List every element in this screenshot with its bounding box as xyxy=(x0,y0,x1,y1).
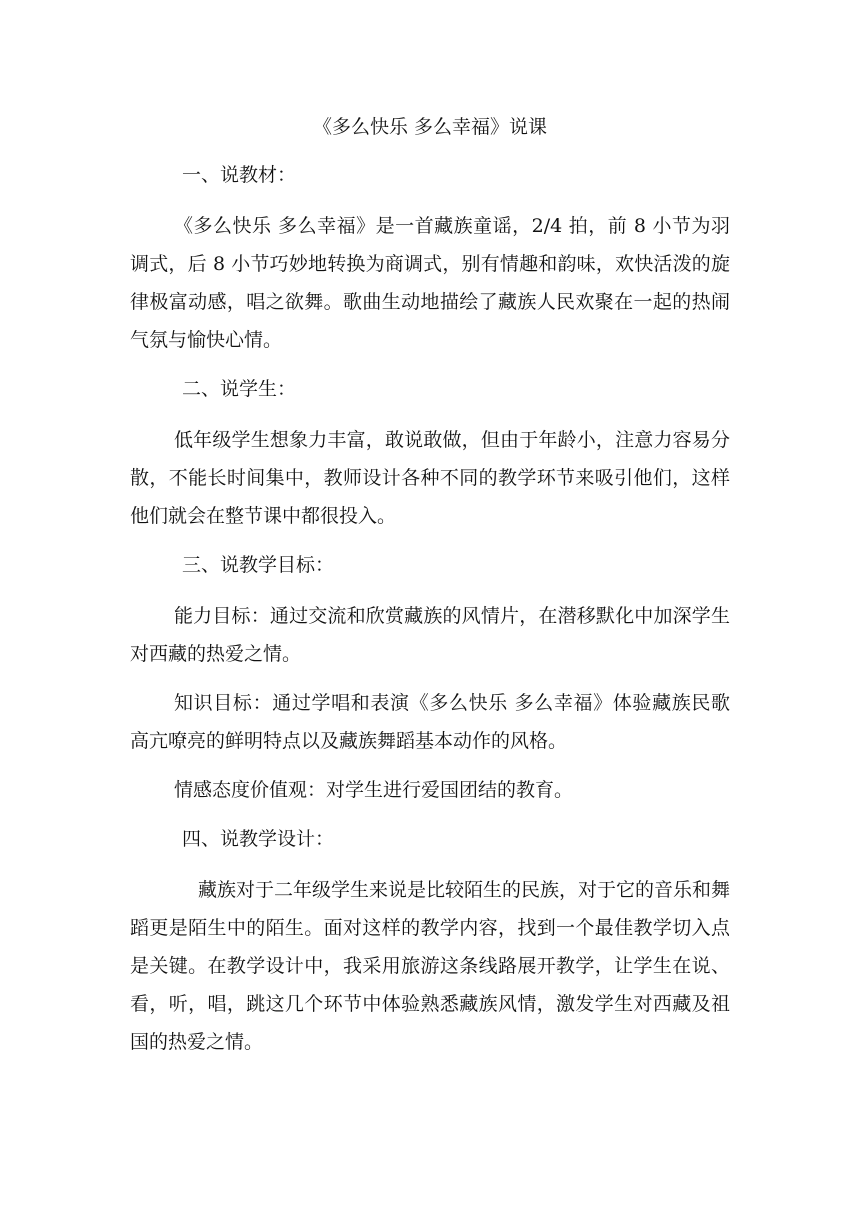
paragraph: 《多么快乐 多么幸福》是一首藏族童谣，2/4 拍，前 8 小节为羽调式，后 8 小节巧妙地转换为商调式，别有情趣和韵味，欢快活泼的旋律极富动感，唱之欲舞。歌曲生动地描绘了藏族人民欢聚在一起的热闹气氛与愉快心情。 xyxy=(130,215,730,351)
paragraph: 知识目标：通过学唱和表演《多么快乐 多么幸福》体验藏族民歌高亢嘹亮的鲜明特点以及藏族舞蹈基本动作的风格。 xyxy=(130,692,730,752)
document-body xyxy=(130,156,730,1072)
document-title: 《多么快乐 多么幸福》说课 xyxy=(312,116,548,138)
section-heading: 三、说教学目标： xyxy=(182,554,335,576)
paragraph: 情感态度价值观：对学生进行爱国团结的教育。 xyxy=(174,779,574,801)
paragraph: 能力目标：通过交流和欣赏藏族的风情片，在潜移默化中加深学生对西藏的热爱之情。 xyxy=(130,605,730,665)
section-heading: 四、说教学设计： xyxy=(182,828,335,850)
section-heading: 二、说学生： xyxy=(182,378,297,400)
section-heading: 一、说教材： xyxy=(182,164,297,186)
paragraph: 藏族对于二年级学生来说是比较陌生的民族，对于它的音乐和舞蹈更是陌生中的陌生。面对这样的教学内容，找到一个最佳教学切入点是关键。在教学设计中，我采用旅游这条线路展开教学，让学生在说、看，听，唱，跳这几个环节中体验熟悉藏族风情，激发学生对西藏及祖国的热爱之情。 xyxy=(130,879,731,1053)
paragraph: 低年级学生想象力丰富，敢说敢做，但由于年龄小，注意力容易分散，不能长时间集中，教师设计各种不同的教学环节来吸引他们，这样他们就会在整节课中都很投入。 xyxy=(130,429,730,527)
